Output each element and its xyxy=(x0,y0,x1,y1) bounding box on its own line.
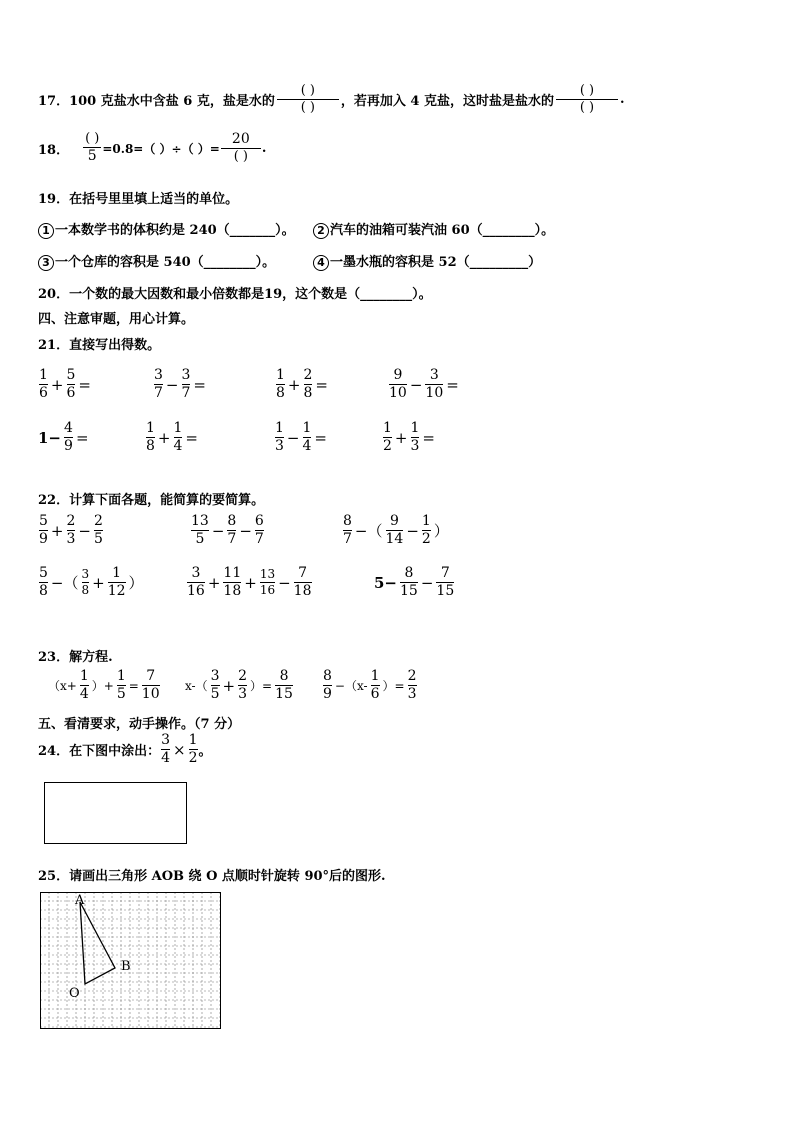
q18-number: 18． xyxy=(38,142,70,158)
question-23-title: 23．解方程. xyxy=(38,650,113,665)
q19-item-1-text: 一本数学书的体积约是 240（_______）。 xyxy=(55,223,295,238)
question-20[interactable]: 20．一个数的最大因数和最小倍数都是19，这个数是（________）。 xyxy=(38,287,432,302)
q22-expr-2[interactable]: $\frac{13}{5}$ − $\frac{8}{7}$ − $\frac{6}{7}$ xyxy=(191,513,264,548)
q22-expr-4[interactable]: $\frac{5}{8}$ −（ $\frac{3}{8}$ + $\frac{1}{12}$ ） xyxy=(39,565,144,600)
q22-expr-6[interactable]: 5− $\frac{8}{15}$ − $\frac{7}{15}$ xyxy=(374,565,455,600)
q19-item-3[interactable] xyxy=(38,251,275,271)
question-21-title: 21．直接写出得数。 xyxy=(38,338,161,353)
question-19-title xyxy=(38,188,238,207)
q17-text-2: ，若再加入 4 克盐，这时盐是盐水的 xyxy=(340,94,554,110)
point-o-label: O xyxy=(69,986,80,1001)
point-b-label: B xyxy=(121,959,131,974)
q21-expr-7[interactable]: $\frac{1}{3}$ − $\frac{1}{4}$ = xyxy=(275,420,327,455)
q17-blank-fraction-1[interactable]: $\frac{( )}{( )}$ xyxy=(277,84,339,116)
q19-title-text: 在括号里里填上适当的单位。 xyxy=(69,192,239,207)
q23-equation-3[interactable]: $\frac{8}{9}$ −（x- $\frac{1}{6}$ ）= $\frac{2}{3}$ xyxy=(323,668,417,703)
question-24: 24．在下图中涂出： $\frac{3}{4}$ × $\frac{1}{2}$ 。 xyxy=(38,732,212,767)
q18-fraction-blank[interactable]: $\frac{( )}{5}$ xyxy=(85,131,100,165)
q24-text: 24．在下图中涂出： xyxy=(38,744,161,760)
question-25: 25．请画出三角形 AOB 绕 O 点顺时针旋转 90°后的图形. xyxy=(38,869,386,884)
q22-expr-1[interactable]: $\frac{5}{9}$ + $\frac{2}{3}$ − $\frac{2}{5}$ xyxy=(39,513,103,548)
circled-number-icon: 1 xyxy=(38,223,54,239)
question-18 xyxy=(38,132,266,165)
q19-number: 19． xyxy=(38,192,70,207)
q21-expr-6[interactable]: $\frac{1}{8}$ + $\frac{1}{4}$ = xyxy=(146,420,198,455)
q18-middle[interactable]: =0.8=（ ）÷（ ）= xyxy=(102,141,220,156)
point-a-label: A xyxy=(75,893,85,908)
q23-equation-2[interactable]: x-（ $\frac{3}{5}$ + $\frac{2}{3}$ ）= $\frac{8}{15}$ xyxy=(185,668,293,703)
q19-item-2-text: 汽车的油箱可装汽油 60（________）。 xyxy=(330,223,555,238)
circled-number-icon: 4 xyxy=(313,255,329,271)
section-4-heading: 四、注意审题，用心计算。 xyxy=(38,312,195,327)
q22-expr-5[interactable]: $\frac{3}{16}$ + $\frac{11}{18}$ + $\frac{13}{16}$ − $\frac{7}{18}$ xyxy=(187,565,312,600)
q19-item-2[interactable] xyxy=(313,219,554,239)
q17-number: 17． xyxy=(38,94,70,110)
q19-item-4-text: 一墨水瓶的容积是 52（_________） xyxy=(330,255,542,270)
triangle-aob xyxy=(80,902,115,984)
q17-text-1: 100 克盐水中含盐 6 克，盐是水的 xyxy=(69,94,275,110)
q21-expr-2[interactable]: $\frac{3}{7}$ − $\frac{3}{7}$ = xyxy=(154,367,206,402)
q21-expr-8[interactable]: $\frac{1}{2}$ + $\frac{1}{3}$ = xyxy=(383,420,435,455)
q17-text-3: . xyxy=(619,92,625,108)
circled-number-icon: 3 xyxy=(38,255,54,271)
q21-expr-5[interactable]: 1− $\frac{4}{9}$ = xyxy=(38,420,89,455)
question-22-title: 22．计算下面各题，能简算的要简算。 xyxy=(38,493,265,508)
q21-expr-3[interactable]: $\frac{1}{8}$ + $\frac{2}{8}$ = xyxy=(276,367,328,402)
rotation-grid[interactable] xyxy=(40,892,222,1030)
q18-fraction-20[interactable]: $\frac{20}{( )}$ xyxy=(221,132,261,165)
question-17 xyxy=(38,84,625,116)
q19-item-4[interactable] xyxy=(313,251,541,271)
circled-number-icon: 2 xyxy=(313,223,329,239)
q24-end: 。 xyxy=(198,744,212,760)
q23-equation-1[interactable]: （x+ $\frac{1}{4}$ ）+ $\frac{1}{5}$ = $\frac{7}{10}$ xyxy=(48,668,160,703)
q17-blank-fraction-2[interactable]: $\frac{( )}{( )}$ xyxy=(556,84,618,116)
shading-rectangle[interactable] xyxy=(44,782,187,844)
q18-end: . xyxy=(261,140,267,156)
q19-item-1[interactable] xyxy=(38,219,295,239)
q19-item-3-text: 一个仓库的容积是 540（________）。 xyxy=(55,255,276,270)
q21-expr-1[interactable]: $\frac{1}{6}$ + $\frac{5}{6}$ = xyxy=(39,367,91,402)
q22-expr-3[interactable]: $\frac{8}{7}$ −（ $\frac{9}{14}$ − $\frac{1}{2}$ ） xyxy=(343,513,449,548)
section-5-heading: 五、看清要求，动手操作。（7 分） xyxy=(38,717,241,732)
q21-expr-4[interactable]: $\frac{9}{10}$ − $\frac{3}{10}$ = xyxy=(389,367,459,402)
